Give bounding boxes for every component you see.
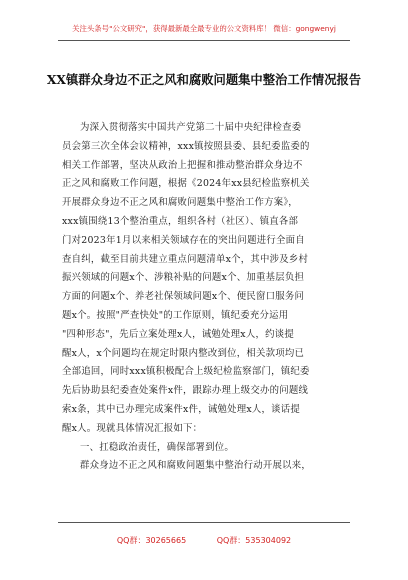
paragraph-line: 题x个。按照"严查快处"的工作原则，镇纪委充分运用	[62, 309, 289, 321]
header-divider	[58, 40, 350, 41]
paragraph-line: 正之风和腐败工作问题，根据《2024年xx县纪检监察机关	[62, 178, 310, 190]
footer-divider	[58, 522, 350, 523]
paragraph-line: 相关工作部署，坚决从政治上把握和推动整治群众身边不	[62, 159, 303, 171]
header-note: 关注头条号"公文研究"，获得最新最全最专业的公文资料库！ 微信：gongwenyj	[72, 24, 336, 33]
paragraph-line: 开展群众身边不正之风和腐败问题集中整治工作方案》，	[62, 197, 298, 209]
paragraph-line: 先后协助县纪委查处案件x件，跟踪办理上级交办的问题线	[62, 385, 309, 397]
paragraph-line: xxx镇围绕13个整治重点，组织各村（社区）、镇直各部	[62, 215, 299, 227]
paragraph-line: 为深入贯彻落实中国共产党第二十届中央纪律检查委	[80, 122, 302, 133]
paragraph-line: 员会第三次全体会议精神，xxx镇按照县委、县纪委监委的	[62, 140, 310, 152]
paragraph-line: 全部追回，同时xxx镇积极配合上级纪检监察部门，镇纪委	[62, 366, 310, 378]
paragraph-line: 方面的问题x个、养老社保领域问题x个、便民窗口服务问	[62, 291, 305, 303]
qq-group-2: QQ群：535304092	[216, 536, 292, 545]
paragraph-line: 门对2023年1月以来相关领域存在的突出问题进行全面自	[62, 234, 305, 246]
paragraph-line: 醒x人。现就具体情况汇报如下：	[62, 422, 203, 434]
section-heading: 一、扛稳政治责任，确保部署到位。	[80, 441, 235, 453]
paragraph-line: 查自纠，截至目前共建立重点问题清单x个，其中涉及乡村	[62, 253, 309, 265]
paragraph-line: "四种形态"，先后立案处理x人，诫勉处理x人，约谈提	[62, 328, 294, 340]
footer	[0, 535, 408, 546]
paragraph-line: 醒x人，x个问题均在规定时限内整改到位，相关款项均已	[62, 347, 305, 359]
document-title: XX镇群众身边不正之风和腐败问题集中整治工作情况报告	[46, 72, 362, 87]
document-body	[62, 119, 362, 476]
qq-group-1: QQ群：30265665	[116, 536, 187, 545]
paragraph-line: 群众身边不正之风和腐败问题集中整治行动开展以来，	[80, 460, 312, 472]
paragraph-line: 振兴领域的问题x个、涉粮补贴的问题x个、加重基层负担	[62, 272, 305, 284]
paragraph-line: 索x条，其中已办理完成案件x件，诫勉处理x人，谈话提	[62, 403, 300, 415]
